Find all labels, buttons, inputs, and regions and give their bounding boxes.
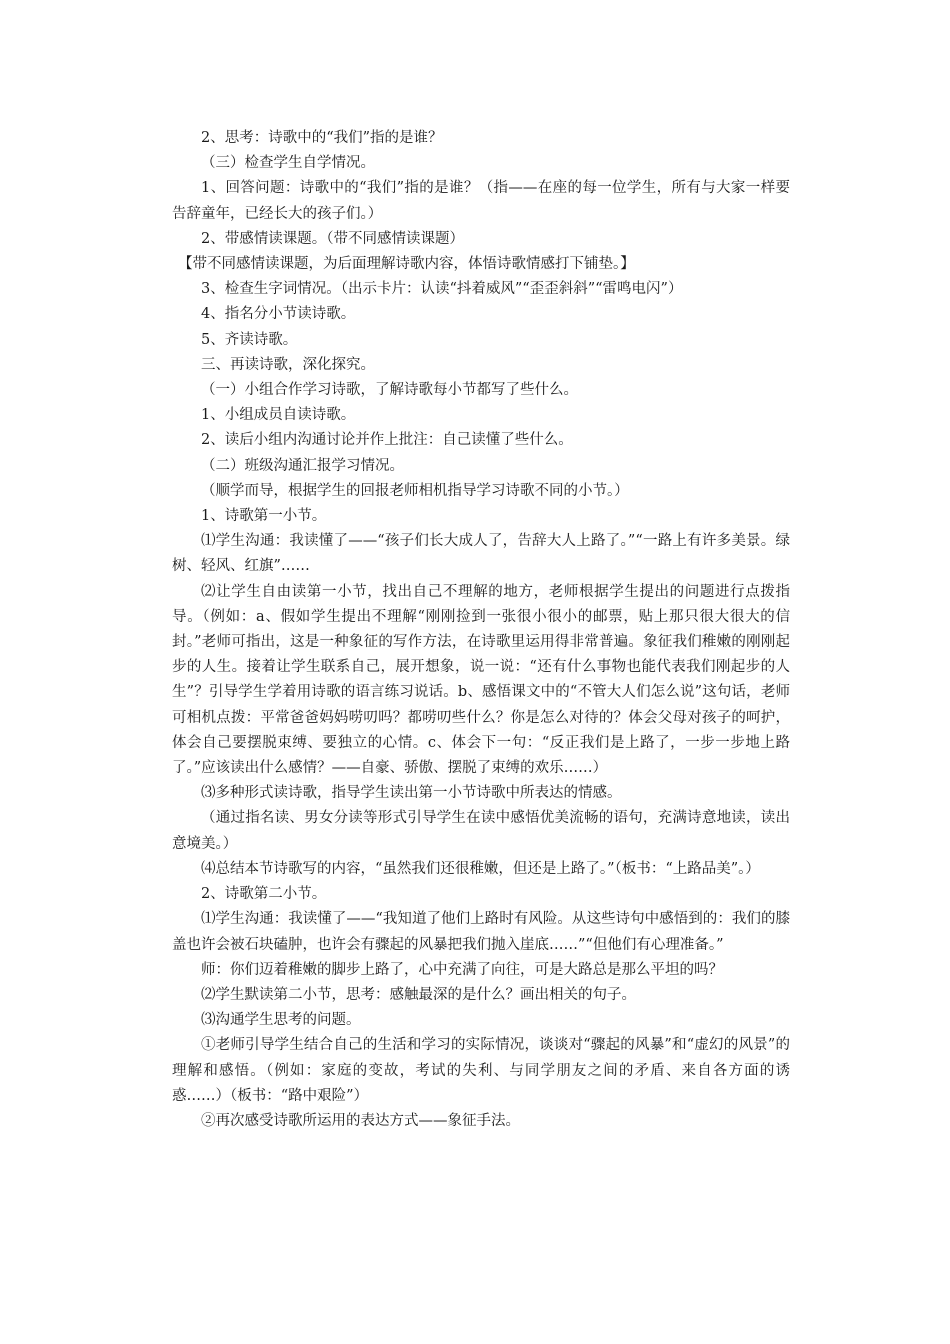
- paragraph: （三）检查学生自学情况。: [201, 155, 375, 172]
- paragraph: ①老师引导学生结合自己的生活和学习的实际情况，谈谈对“骤起的风暴”和“虚幻的风景”的理解和感悟。（例如：家庭的变故，考试的失利、与同学朋友之间的矛盾、来自各方面的诱惑……）（板书：“路中艰险”）: [172, 1037, 790, 1104]
- paragraph-note: 【带不同感情读课题，为后面理解诗歌内容，体悟诗歌情感打下铺垫。】: [178, 256, 635, 273]
- paragraph: （顺学而导，根据学生的回报老师相机指导学习诗歌不同的小节。）: [201, 482, 629, 499]
- paragraph: 1、小组成员自读诗歌。: [201, 407, 356, 424]
- paragraph: ⑶沟通学生思考的问题。: [201, 1012, 361, 1029]
- paragraph: （通过指名读、男女分读等形式引导学生在读中感悟优美流畅的语句，充满诗意地读，读出意境美。）: [172, 810, 790, 852]
- paragraph: 2、诗歌第二小节。: [201, 886, 327, 903]
- paragraph: 2、读后小组内沟通讨论并作上批注：自己读懂了些什么。: [201, 432, 573, 449]
- paragraph: ⑷总结本节诗歌写的内容，“虽然我们还很稚嫩，但还是上路了。”（板书：“上路品美”。）: [201, 860, 760, 877]
- paragraph: （一）小组合作学习诗歌，了解诗歌每小节都写了些什么。: [201, 382, 578, 399]
- paragraph: 1、回答问题：诗歌中的“我们”指的是谁？（指——在座的每一位学生，所有与大家一样要告辞童年，已经长大的孩子们。）: [172, 180, 790, 222]
- paragraph: ⑶多种形式读诗歌，指导学生读出第一小节诗歌中所表达的情感。: [201, 785, 622, 802]
- paragraph: 3、检查生字词情况。（出示卡片：认读“抖着威风”“歪歪斜斜”“雷鸣电闪”）: [201, 281, 683, 298]
- paragraph: 师：你们迈着稚嫩的脚步上路了，心中充满了向往，可是大路总是那么平坦的吗？: [201, 961, 723, 978]
- paragraph: 2、带感情读课题。（带不同感情读课题）: [201, 230, 464, 247]
- paragraph: （二）班级沟通汇报学习情况。: [201, 457, 404, 474]
- paragraph: ⑴学生沟通：我读懂了——“我知道了他们上路时有风险。从这些诗句中感悟到的：我们的膝盖也许会被石块磕肿，也许会有骤起的风暴把我们抛入崖底……”“但他们有心理准备。”: [172, 911, 790, 953]
- document-body: [172, 126, 790, 1134]
- paragraph: ②再次感受诗歌所运用的表达方式——象征手法。: [201, 1112, 520, 1129]
- paragraph: 5、齐读诗歌。: [201, 331, 298, 348]
- paragraph: 4、指名分小节读诗歌。: [201, 306, 356, 323]
- paragraph: ⑴学生沟通：我读懂了——“孩子们长大成人了，告辞大人上路了。”“一路上有许多美景。绿树、轻风、红旗”……: [172, 533, 790, 575]
- paragraph: ⑵学生默读第二小节，思考：感触最深的是什么？画出相关的句子。: [201, 986, 636, 1003]
- section-heading: 三、再读诗歌，深化探究。: [201, 356, 375, 373]
- paragraph: 1、诗歌第一小节。: [201, 508, 327, 525]
- paragraph: 2、思考：诗歌中的“我们”指的是谁？: [201, 130, 443, 146]
- paragraph: ⑵让学生自由读第一小节，找出自己不理解的地方，老师根据学生提出的问题进行点拨指导。（例如：a、假如学生提出不理解“刚刚捡到一张很小很小的邮票，贴上那只很大很大的信封。”老师可指出，这是一种象征的写作方法，在诗歌里运用得非常普遍。象征我们稚嫩的刚刚起步的人生。接着让学生联系自己，展开想象，说一说：“还有什么事物也能代表我们刚起步的人生”？引导学生学着用诗歌的语言练习说话。b、感悟课文中的“不管大人们怎么说”这句话，老师可相机点拨：平常爸爸妈妈唠叨吗？都唠叨些什么？你是怎么对待的？体会父母对孩子的呵护，体会自己要摆脱束缚、要独立的心情。c、体会下一句：“反正我们是上路了，一步一步地上路了。”应该读出什么感情？——自豪、骄傲、摆脱了束缚的欢乐……）: [172, 583, 790, 777]
